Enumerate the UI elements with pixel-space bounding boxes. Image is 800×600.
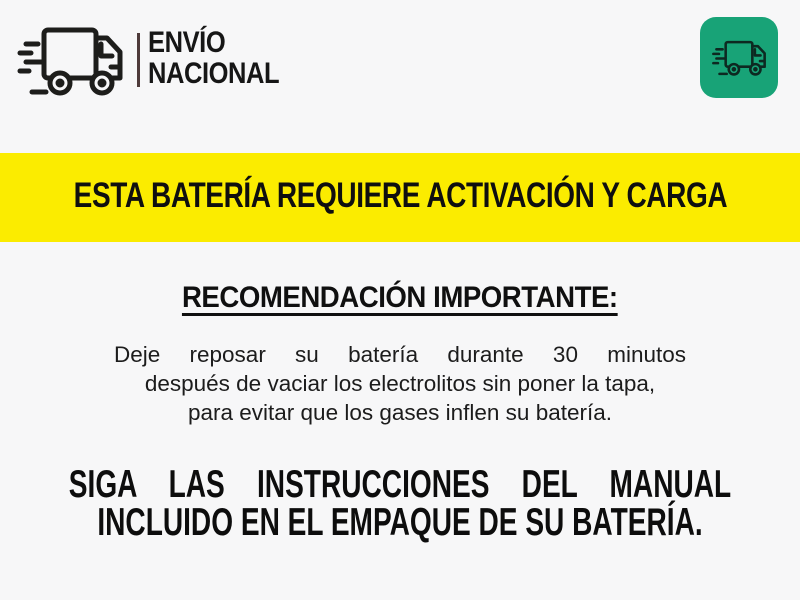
delivery-truck-icon — [710, 38, 768, 78]
recommendation-line-1: Deje reposar su batería durante 30 minutos — [114, 342, 686, 367]
manual-notice-line-1: SIGA LAS INSTRUCCIONES DEL MANUAL — [68, 463, 732, 506]
brand-line-2: NACIONAL — [148, 57, 280, 90]
recommendation-heading-row — [0, 280, 800, 321]
manual-notice — [68, 463, 732, 544]
brand-line-1: ENVÍO — [148, 26, 226, 59]
brand-divider — [137, 33, 140, 87]
activation-banner-text: ESTA BATERÍA REQUIERE ACTIVACIÓN Y CARGA — [73, 175, 727, 215]
manual-notice-line-2: INCLUIDO EN EL EMPAQUE DE SU BATERÍA. — [97, 501, 703, 544]
recommendation-line-2: después de vaciar los electrolitos sin poner la tapa, — [144, 371, 656, 396]
brand-wordmark — [148, 27, 279, 89]
delivery-truck-icon — [14, 22, 126, 100]
recommendation-line-3: para evitar que los gases inflen su batería. — [187, 400, 612, 425]
recommendation-heading: RECOMENDACIÓN IMPORTANTE: — [182, 281, 618, 314]
shipping-badge — [700, 17, 778, 98]
recommendation-body — [114, 340, 686, 427]
activation-banner — [0, 153, 800, 242]
